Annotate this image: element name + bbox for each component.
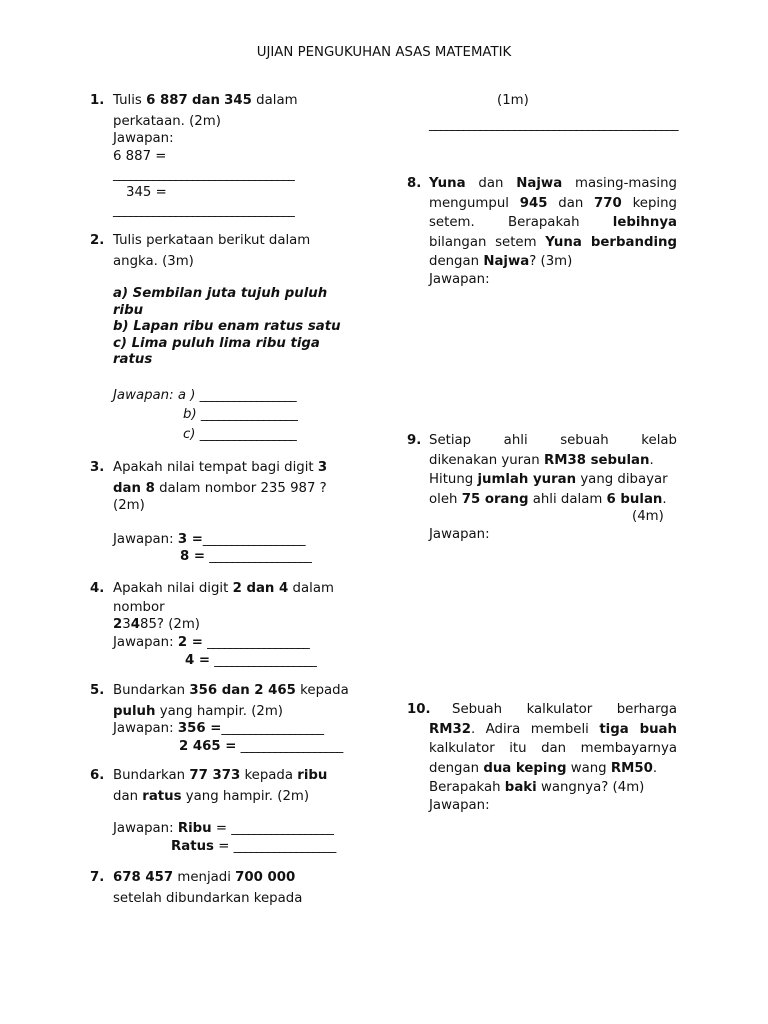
- q6-answer-ribu: Ribu: [177, 821, 212, 836]
- q5-answer-2: 2 465 =: [179, 738, 237, 754]
- q9-kelab: kelab: [641, 433, 677, 448]
- q4-digit-3: 3: [122, 617, 131, 632]
- q9-marks: (4m): [632, 509, 664, 524]
- question-1: [113, 92, 343, 220]
- q6-blank-2[interactable]: __________________: [233, 838, 336, 854]
- q4-blank-2[interactable]: __________________: [214, 653, 316, 668]
- question-10: [429, 701, 677, 814]
- q9-fee: RM38 sebulan: [543, 452, 650, 468]
- q10-tiga-buah: tiga buah: [599, 721, 678, 737]
- q1-blank-2[interactable]: ________________________________: [113, 203, 294, 218]
- q9-text-2: dikenakan yuran: [429, 452, 540, 468]
- question-7: [113, 869, 363, 907]
- q8-berapakah: Berapakah: [507, 215, 580, 230]
- q9-people: 75 orang: [461, 491, 529, 507]
- q10-text-5: wangnya? (4m): [540, 780, 645, 795]
- q2-label-c: c): [183, 426, 196, 442]
- q9-text-3: yang dibayar: [580, 472, 668, 487]
- q2-item-a: a) Sembilan juta tujuh puluh: [113, 286, 328, 301]
- q9-period-2: .: [662, 491, 667, 507]
- question-number: 4.: [90, 581, 105, 596]
- q7-line-2: setelah dibundarkan kepada: [113, 890, 303, 906]
- q4-text: Apakah nilai digit: [113, 581, 229, 596]
- q4-line-2: nombor: [113, 599, 165, 615]
- q10-rm50: RM50: [610, 760, 653, 776]
- question-number: 10.: [407, 702, 431, 717]
- q7-marks: (1m): [497, 93, 529, 108]
- q9-setiap: Setiap: [429, 433, 472, 448]
- q3-text: Apakah nilai tempat bagi digit: [113, 460, 314, 475]
- q5-blank-1[interactable]: __________________: [221, 721, 324, 736]
- q2-blank-c[interactable]: _________________: [199, 426, 296, 442]
- q6-dan: dan: [113, 788, 139, 804]
- q5-blank-2[interactable]: __________________: [240, 738, 343, 754]
- q3-blank-1[interactable]: __________________: [202, 531, 305, 547]
- q2-item-a-cont: ribu: [113, 302, 144, 318]
- q10-berharga: berharga: [616, 702, 677, 717]
- q3-digit-2: dan 8: [113, 480, 155, 496]
- question-number: 1.: [90, 93, 105, 108]
- q5-puluh: puluh: [113, 703, 156, 719]
- q4-blank-1[interactable]: __________________: [207, 634, 309, 650]
- q4-digit-4: 4: [130, 617, 140, 632]
- q2-item-b: b) Lapan ribu enam ratus satu: [113, 319, 341, 334]
- q10-baki: baki: [504, 780, 537, 795]
- q1-answer-label: Jawapan:: [113, 131, 174, 146]
- q1-number-2: 345: [224, 93, 252, 108]
- question-5: [113, 682, 363, 755]
- q2-blank-a[interactable]: _________________: [199, 387, 296, 403]
- q6-number: 77 373: [189, 768, 241, 783]
- question-3: [113, 459, 363, 566]
- q9-period: .: [649, 452, 654, 468]
- q8-setem: setem.: [429, 215, 475, 230]
- q1-number-1: 6 887: [146, 93, 188, 108]
- q9-oleh: oleh: [429, 491, 458, 507]
- q4-answer-2: 4 =: [185, 653, 211, 668]
- q10-kalkulator: kalkulator: [526, 702, 593, 717]
- q8-marks: ? (3m): [529, 254, 573, 269]
- q10-sebuah: Sebuah: [452, 702, 503, 717]
- question-4: [113, 580, 363, 670]
- question-number: 3.: [90, 460, 105, 475]
- q3-answer-label: Jawapan:: [113, 531, 174, 547]
- q7-text: menjadi: [177, 870, 231, 885]
- question-number: 2.: [90, 233, 105, 248]
- question-number: 9.: [407, 433, 422, 448]
- q8-dengan: dengan: [429, 254, 480, 269]
- q4-digits: 2 dan 4: [232, 581, 289, 596]
- q5-text-3: yang hampir. (2m): [159, 703, 283, 719]
- q4-answer-1: 2 =: [177, 634, 203, 650]
- q10-dengan: dengan: [429, 760, 480, 776]
- q5-numbers: 356 dan 2 465: [189, 683, 296, 698]
- q2-item-c: c) Lima puluh lima ribu tiga: [113, 335, 320, 351]
- q5-text-2: kepada: [300, 683, 349, 698]
- q10-price: RM32: [429, 721, 471, 737]
- q8-keping: keping: [632, 195, 677, 211]
- q2-answer-label: Jawapan: a ): [113, 387, 196, 403]
- q9-sebuah: sebuah: [560, 433, 609, 448]
- q8-dan: dan: [478, 176, 504, 191]
- q2-label-b: b): [183, 407, 197, 422]
- q8-lebihnya: lebihnya: [612, 215, 678, 230]
- q1-answer-2: 345 =: [126, 184, 167, 200]
- q1-blank-1[interactable]: ________________________________: [113, 167, 294, 182]
- question-9: [429, 432, 677, 543]
- q7-answer-blank[interactable]: ____________________________________________: [429, 117, 678, 132]
- q9-jumlah-yuran: jumlah yuran: [477, 472, 577, 487]
- q6-ratus: ratus: [142, 788, 182, 804]
- q2-blank-b[interactable]: _________________: [200, 407, 297, 422]
- q2-line-1: Tulis perkataan berikut dalam: [113, 233, 311, 248]
- q6-equals: =: [215, 821, 227, 836]
- q3-answer-2: 8 =: [180, 549, 206, 564]
- q7-number-1: 678 457: [113, 870, 174, 885]
- q4-number-rest: 85? (2m): [140, 617, 200, 632]
- q2-item-c-cont: ratus: [113, 352, 153, 367]
- q1-dan: dan: [191, 93, 220, 108]
- question-number: 6.: [90, 768, 105, 783]
- q6-answer-label: Jawapan:: [113, 821, 174, 836]
- q10-wang: wang: [570, 760, 607, 776]
- q8-najwa: Najwa: [516, 176, 563, 191]
- q6-blank-1[interactable]: __________________: [231, 821, 333, 836]
- question-number: 5.: [90, 683, 105, 698]
- q10-answer-label: Jawapan:: [429, 797, 490, 813]
- question-number: 8.: [407, 176, 422, 191]
- q10-dua-keping: dua keping: [483, 760, 567, 776]
- q8-text-4: bilangan setem: [429, 234, 537, 250]
- q8-dan-2: dan: [558, 195, 584, 211]
- q9-text-4: ahli dalam: [532, 491, 603, 507]
- q10-berapakah: Berapakah: [429, 780, 501, 795]
- q6-text-2: kepada: [244, 768, 294, 783]
- q3-answer-1: 3 =: [177, 531, 203, 547]
- q9-answer-label: Jawapan:: [429, 526, 490, 542]
- q4-text-2: dalam: [292, 581, 334, 596]
- q1-text-2: dalam: [256, 93, 298, 108]
- q8-yuna: Yuna: [429, 176, 466, 191]
- q5-answer-label: Jawapan:: [113, 721, 174, 736]
- q10-text-2: . Adira membeli: [470, 721, 589, 737]
- question-6: [113, 767, 363, 855]
- q8-answer-label: Jawapan:: [429, 271, 490, 287]
- q1-line-2: perkataan. (2m): [113, 113, 221, 129]
- q7-number-2: 700 000: [235, 870, 296, 885]
- q9-hitung: Hitung: [429, 472, 474, 487]
- q6-text-3: yang hampir. (2m): [185, 788, 310, 804]
- q3-digit: 3: [317, 460, 328, 475]
- q8-text: masing-masing: [575, 176, 677, 191]
- q6-ribu: ribu: [297, 768, 328, 783]
- q4-digit-2: 2: [113, 617, 123, 632]
- q5-answer-1: 356 =: [177, 721, 222, 736]
- q3-marks: (2m): [113, 498, 145, 513]
- page-title: UJIAN PENGUKUHAN ASAS MATEMATIK: [256, 45, 512, 60]
- q8-number-2: 770: [594, 195, 622, 211]
- q6-answer-ratus: Ratus: [171, 838, 214, 854]
- q9-ahli: ahli: [503, 433, 528, 448]
- q1-answer-1: 6 887 =: [113, 148, 167, 164]
- q3-text-2: dalam nombor 235 987 ?: [159, 480, 327, 496]
- q6-equals-2: =: [218, 838, 230, 854]
- q9-months: 6 bulan: [606, 491, 663, 507]
- q4-answer-label: Jawapan:: [113, 634, 174, 650]
- q5-text: Bundarkan: [113, 683, 186, 698]
- question-8: [429, 175, 677, 288]
- q1-text: Tulis: [113, 93, 142, 108]
- q3-blank-2[interactable]: __________________: [209, 549, 311, 564]
- q6-text: Bundarkan: [113, 768, 186, 783]
- q8-number-1: 945: [519, 195, 548, 211]
- q8-najwa-2: Najwa: [483, 254, 530, 269]
- q10-line-3: kalkulator itu dan membayarnya: [429, 741, 677, 756]
- question-2: [113, 232, 363, 443]
- q8-text-2: mengumpul: [429, 195, 509, 211]
- q8-yuna-berbanding: Yuna berbanding: [545, 234, 678, 250]
- q10-period: .: [652, 760, 658, 776]
- q2-line-2: angka. (3m): [113, 253, 194, 269]
- question-number: 7.: [90, 870, 105, 885]
